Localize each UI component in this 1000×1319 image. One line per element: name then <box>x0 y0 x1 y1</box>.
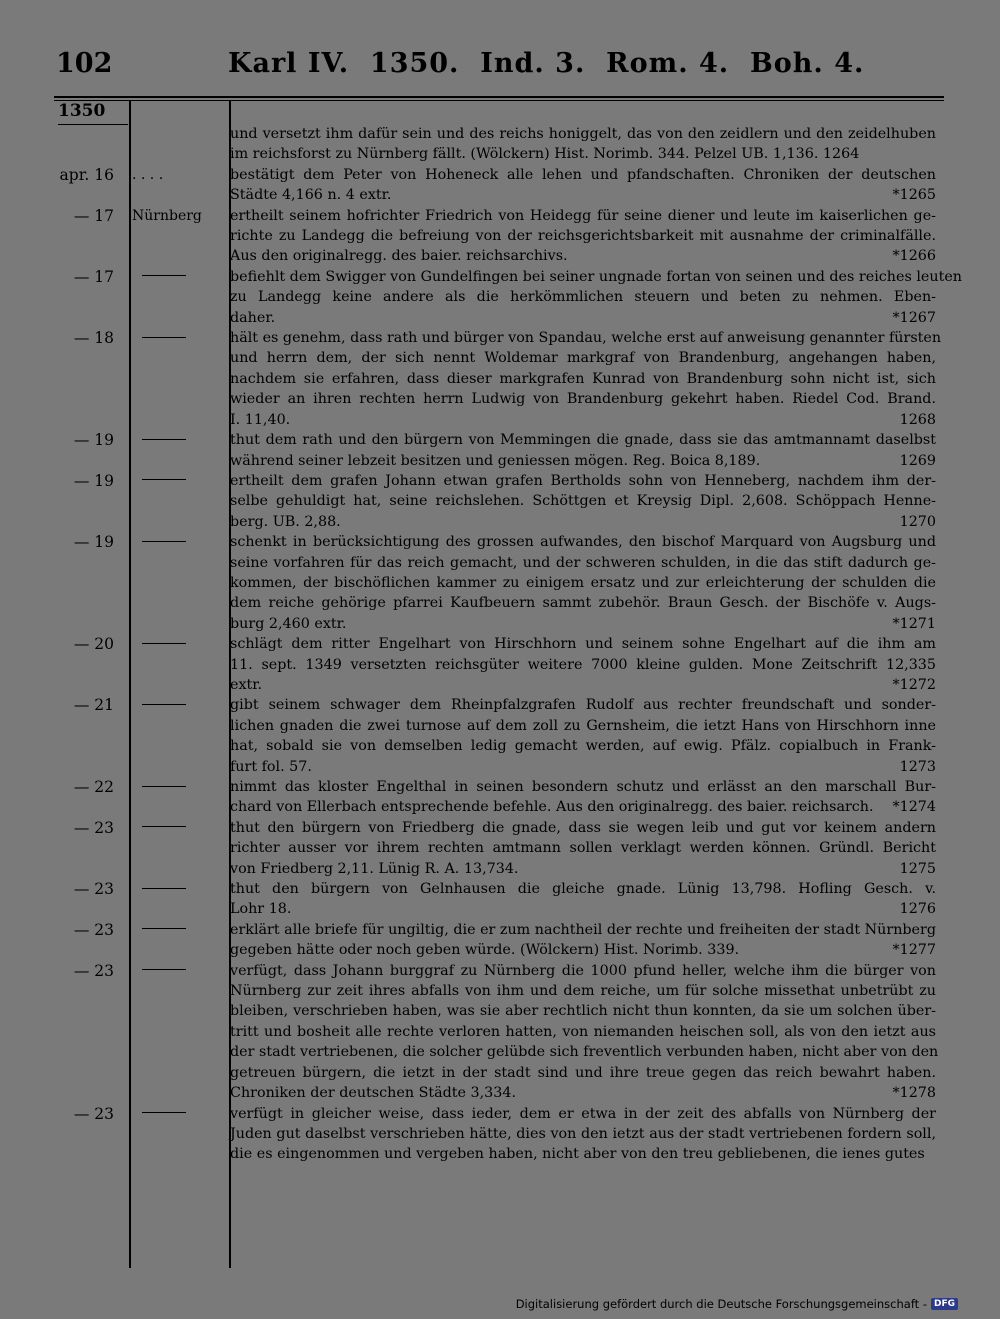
entry-place <box>118 777 218 818</box>
entry-date: — 23 <box>73 920 114 939</box>
entry-line: I. 11,40. 1268 <box>230 410 936 430</box>
entry-line: lichen gnaden die zwei turnose auf dem zoll zu Gernsheim, die ietzt Hans von Hirschhorn inne <box>230 717 936 734</box>
entry-date: apr. 16 <box>59 165 114 184</box>
ditto-rule <box>142 479 186 480</box>
entry-place: . . . . <box>132 166 164 183</box>
entry-number: 1268 <box>899 411 936 428</box>
entry-line: ertheilt dem grafen Johann etwan grafen Bertholds sohn von Henneberg, nachdem ihm der- <box>230 472 936 489</box>
entry-number: 1273 <box>899 758 936 775</box>
list-item <box>0 267 1000 328</box>
entry-line: Chroniken der deutschen Städte 3,334. *1278 <box>230 1083 936 1103</box>
entry-place <box>118 430 218 471</box>
entry-line: dem reiche gehörige pfarrei Kaufbeuern sammt zubehör. Braun Gesch. der Bischöfe v. Augs- <box>230 595 936 612</box>
entry-line: tritt und bosheit alle rechte verloren hatten, von niemanden heischen soll, als von den ietzt aus <box>230 1023 936 1040</box>
footer-text: Digitalisierung gefördert durch die Deutsche Forschungsgemeinschaft - <box>515 1297 927 1311</box>
entry-date: — 21 <box>73 696 114 715</box>
entry-place: Nürnberg <box>132 207 202 224</box>
regesta-list <box>0 124 1000 1165</box>
entry-line: richte zu Landegg die befreiung von der reichsgerichtsbarkeit mit ausnahme der criminalfälle. <box>230 228 936 245</box>
entry-text <box>230 634 936 695</box>
entry-date: — 23 <box>73 1104 114 1123</box>
page-title: Karl IV. 1350. Ind. 3. Rom. 4. Boh. 4. <box>228 48 865 79</box>
entry-date: — 17 <box>73 267 114 286</box>
entry-line: richter ausser vor ihrem rechten amtmann sollen verklagt werden können. Gründl. Bericht <box>230 840 936 857</box>
entry-line: bleiben, verschrieben haben, was sie aber rechtlich nicht thun konnten, da sie um solchen über- <box>230 1003 936 1020</box>
entry-line: schenkt in berücksichtigung des grossen aufwandes, den bischof Marquard von Augsburg und <box>230 534 936 551</box>
list-item <box>0 961 1000 1104</box>
entry-text <box>230 328 942 430</box>
entry-text <box>230 267 962 328</box>
entry-line: erklärt alle briefe für ungiltig, die er zum nachtheil der rechte und freiheiten der stadt Nürnberg <box>230 921 936 938</box>
entry-number: *1267 <box>892 309 936 326</box>
entry-line: ertheilt seinem hofrichter Friedrich von Heidegg für seine diener und leute im kaiserlichen ge- <box>230 207 936 224</box>
entry-date: — 19 <box>73 431 114 450</box>
entry-date: — 23 <box>73 818 114 837</box>
entry-line: furt fol. 57. 1273 <box>230 757 936 777</box>
ditto-rule <box>142 275 186 276</box>
ditto-rule <box>142 704 186 705</box>
list-item <box>0 532 1000 634</box>
entry-line: verfügt in gleicher weise, dass ieder, dem er etwa in der zeit des abfalls von Nürnberg der <box>230 1105 936 1122</box>
list-item <box>0 1104 1000 1165</box>
ditto-rule <box>142 969 186 970</box>
entry-line: thut dem rath und den bürgern von Memmingen die gnade, dass sie das amtmannamt daselbst <box>230 432 936 449</box>
entry-text <box>230 532 936 634</box>
entry-line: burg 2,460 extr. *1271 <box>230 614 936 634</box>
entry-date: — 19 <box>73 471 114 490</box>
entry-number: *1271 <box>892 615 936 632</box>
entry-date: — 18 <box>73 329 114 348</box>
entry-line: schlägt dem ritter Engelhart von Hirschhorn und seinem sohne Engelhart auf die ihm am <box>230 636 936 653</box>
header-rule <box>54 96 944 98</box>
entry-line: während seiner lebzeit besitzen und geniessen mögen. Reg. Boica 8,189. 1269 <box>230 451 936 471</box>
list-item <box>0 777 1000 818</box>
entry-line: extr. *1272 <box>230 675 936 695</box>
entry-number: *1277 <box>892 942 936 959</box>
entry-line: zu Landegg keine andere als die herkömmlichen steuern und beten zu nehmen. Eben- <box>230 289 936 306</box>
entry-line: von Friedberg 2,11. Lünig R. A. 13,734. 1275 <box>230 859 936 879</box>
list-item <box>0 430 1000 471</box>
list-item <box>0 471 1000 532</box>
entry-line: die es eingenommen und vergeben haben, nicht aber von den treu gebliebenen, die ienes gutes <box>230 1146 925 1163</box>
entry-line: kommen, der bischöflichen kammer zu einigem ersatz und zur erleichterung der schulden die <box>230 574 936 591</box>
entry-date <box>0 124 118 165</box>
ditto-rule <box>142 826 186 827</box>
entry-number: 1269 <box>899 452 936 469</box>
entry-text <box>230 206 936 267</box>
list-item <box>0 695 1000 777</box>
header-rule-thin <box>54 100 944 101</box>
entry-number: *1266 <box>892 248 936 265</box>
entry-line: daher. *1267 <box>230 308 936 328</box>
entry-date: — 20 <box>73 635 114 654</box>
entry-place <box>118 471 218 532</box>
entry-line: gegeben hätte oder noch geben würde. (Wölckern) Hist. Norimb. 339. *1277 <box>230 940 936 960</box>
list-item <box>0 920 1000 961</box>
entry-line: der stadt vertriebenen, die solcher gelübde sich freventlich verbunden haben, nicht aber von den <box>230 1044 939 1061</box>
entry-place <box>118 328 218 430</box>
entry-text <box>230 471 936 532</box>
entry-place <box>118 695 218 777</box>
entry-line: Lohr 18. 1276 <box>230 899 936 919</box>
page-number: 102 <box>56 48 113 79</box>
entry-line: selbe gehuldigt hat, seine reichslehen. Schöttgen et Kreysig Dipl. 2,608. Schöppach Henne- <box>230 493 936 510</box>
entry-line: seine vorfahren für das reich gemacht, und der schweren schulden, in die das stift dadurch ge- <box>230 554 936 571</box>
entry-number: *1272 <box>892 676 936 693</box>
entry-number: 1275 <box>899 860 936 877</box>
ditto-rule <box>142 541 186 542</box>
list-item <box>0 124 1000 165</box>
entry-line: und versetzt ihm dafür sein und des reichs honiggelt, das von den zeidlern und den zeidelhuben <box>230 126 936 142</box>
entry-line: Nürnberg zur zeit ihres abfalls von ihm und dem reiche, um für solche missethat unbetrübt zu <box>230 983 936 1000</box>
entry-text <box>230 1104 936 1165</box>
entry-text <box>230 165 936 206</box>
entry-number: *1274 <box>892 799 936 816</box>
entry-place <box>118 532 218 634</box>
entry-line: nimmt das kloster Engelthal in seinen besondern schutz und erlässt an den marschall Bur- <box>230 779 936 795</box>
list-item <box>0 206 1000 267</box>
entry-text <box>230 920 936 961</box>
list-item <box>0 818 1000 879</box>
entry-place <box>118 961 218 1104</box>
entry-place <box>118 879 218 920</box>
entry-number: *1265 <box>892 187 936 204</box>
entry-date: — 23 <box>73 961 114 980</box>
entry-number: 1270 <box>899 513 936 530</box>
entry-line: hat, sobald sie von demselben ledig gemacht werden, auf ewig. Pfälz. copialbuch in Frank- <box>230 738 936 755</box>
dfg-logo-icon: DFG <box>931 1298 958 1310</box>
entry-place <box>118 818 218 879</box>
entry-line: Städte 4,166 n. 4 extr. *1265 <box>230 185 936 205</box>
ditto-rule <box>142 439 186 440</box>
entry-line: hält es genehm, dass rath und bürger von Spandau, welche erst auf anweisung genannter fürsten <box>230 330 942 347</box>
list-item <box>0 165 1000 206</box>
entry-date: — 17 <box>73 206 114 225</box>
entry-line: und herrn dem, der sich nennt Woldemar markgraf von Brandenburg, angehangen haben, <box>230 350 936 367</box>
entry-text <box>230 818 936 879</box>
list-item <box>0 634 1000 695</box>
entry-text <box>230 961 939 1104</box>
entry-number: *1278 <box>892 1085 936 1102</box>
entry-line: Juden gut daselbst verschrieben hätte, dies von den ietzt aus der stadt vertriebenen fordern soll, <box>230 1125 936 1142</box>
entry-place <box>118 920 218 961</box>
entry-text <box>230 879 936 920</box>
entry-number: 1276 <box>899 901 936 918</box>
entry-line: bestätigt dem Peter von Hoheneck alle lehen und pfandschaften. Chroniken der deutschen <box>230 166 936 183</box>
entry-line: 11. sept. 1349 versetzten reichsgüter weitere 7000 kleine gulden. Mone Zeitschrift 12,335 <box>230 656 936 673</box>
entry-line: gibt seinem schwager dem Rheinpfalzgrafen Rudolf aus rechter freundschaft und sonder- <box>230 697 936 714</box>
entry-place <box>118 267 218 328</box>
entry-line: getreuen bürgern, die ietzt in der stadt sind und ihre treue gegen das reich bewahrt haben. <box>230 1064 936 1081</box>
entry-date: — 22 <box>73 778 114 796</box>
entry-line: befiehlt dem Swigger von Gundelfingen bei seiner ungnade fortan von seinen und des reiches leuten <box>230 268 962 285</box>
entry-text <box>230 124 936 165</box>
ditto-rule <box>142 643 186 644</box>
ditto-rule <box>142 928 186 929</box>
ditto-rule <box>142 337 186 338</box>
entry-place <box>118 634 218 695</box>
year-label: 1350 <box>58 101 106 121</box>
entry-place <box>118 1104 218 1165</box>
entry-place <box>118 124 218 165</box>
entry-line: im reichsforst zu Nürnberg fällt. (Wölckern) Hist. Norimb. 344. Pelzel UB. 1,136. 1264 <box>230 146 860 163</box>
entry-line: Aus den originalregg. des baier. reichsarchivs. *1266 <box>230 246 936 266</box>
entry-line: chard von Ellerbach entsprechende befehle. Aus den originalregg. des baier. reichsarch. *1274 <box>230 797 936 817</box>
entry-line: nachdem sie erfahren, dass dieser markgrafen Kunrad von Brandenburg sohn nicht ist, sich <box>230 370 936 387</box>
entry-line: thut den bürgern von Friedberg die gnade, dass sie wegen leib und gut vor keinem andern <box>230 819 936 836</box>
entry-line: thut den bürgern von Gelnhausen die gleiche gnade. Lünig 13,798. Hofling Gesch. v. <box>230 881 936 898</box>
footer <box>516 1297 958 1311</box>
entry-date: — 23 <box>73 880 114 899</box>
ditto-rule <box>142 1112 186 1113</box>
entry-line: berg. UB. 2,88. 1270 <box>230 512 936 532</box>
entry-text <box>230 430 936 471</box>
page-header <box>0 48 1000 88</box>
entry-line: verfügt, dass Johann burggraf zu Nürnberg die 1000 pfund heller, welche ihm die bürger von <box>230 962 936 979</box>
list-item <box>0 879 1000 920</box>
entry-date: — 19 <box>73 533 114 552</box>
entry-line: wieder an ihren rechten herrn Ludwig von Brandenburg gekehrt haben. Riedel Cod. Brand. <box>230 391 936 408</box>
ditto-rule <box>142 888 186 889</box>
list-item <box>0 328 1000 430</box>
entry-text <box>230 695 936 777</box>
entry-text <box>230 777 936 818</box>
ditto-rule <box>142 786 186 787</box>
